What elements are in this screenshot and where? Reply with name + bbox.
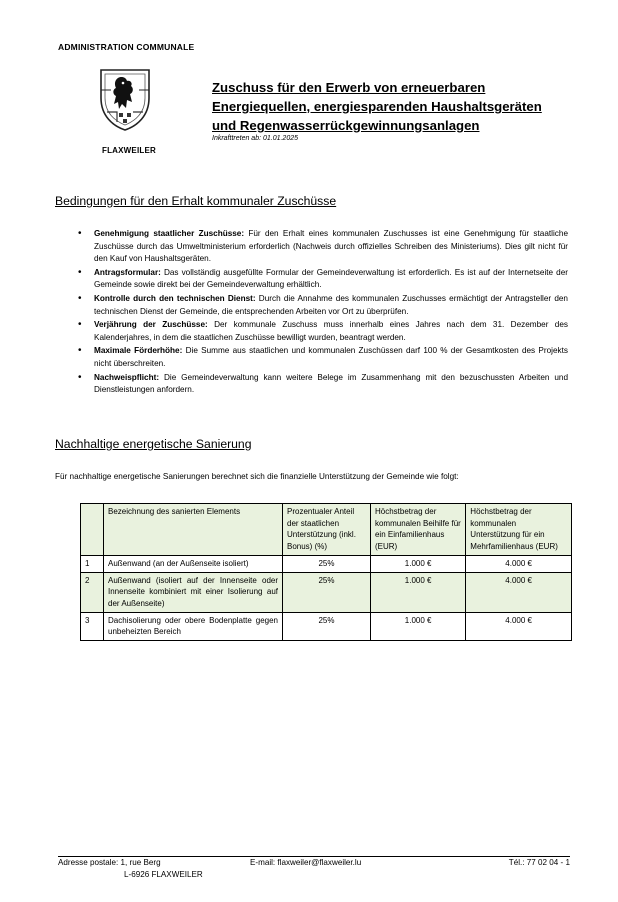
- item-term: Kontrolle durch den technischen Dienst:: [94, 293, 256, 303]
- town-name: FLAXWEILER: [102, 146, 156, 155]
- row-number: 3: [81, 612, 104, 640]
- title-line: und Regenwasserrückgewinnungsanlagen: [212, 118, 480, 133]
- intro-text: Für nachhaltige energetische Sanierungen berechnet sich die finanzielle Unterstützung der Gemeinde wie folgt:: [55, 472, 459, 481]
- element-cell: Außenwand (an der Außenseite isoliert): [104, 555, 283, 572]
- list-item: [78, 319, 568, 344]
- footer-city: L-6926 FLAXWEILER: [124, 870, 203, 879]
- title-line: Energiequellen, energiesparenden Haushaltsgeräten: [212, 99, 542, 114]
- item-term: Antragsformular:: [94, 267, 161, 277]
- header-cell: Höchstbetrag der kommunalen Beihilfe für ein Einfamilienhaus (EUR): [370, 504, 465, 556]
- coat-of-arms-icon: [97, 64, 153, 132]
- item-text: Die Summe aus staatlichen und kommunalen Zuschüssen darf 100 % der Gesamtkosten des Projekts nicht überschreiten.: [94, 346, 568, 368]
- row-number: 2: [81, 572, 104, 612]
- item-text: Die Gemeindeverwaltung kann weitere Belege im Zusammenhang mit den bezuschussten Arbeiten und Dienstleistungen anfordern.: [94, 372, 568, 395]
- single-family-cell: 1.000 €: [370, 572, 465, 612]
- section-heading-conditions: Bedingungen für den Erhalt kommunaler Zuschüsse: [55, 194, 337, 208]
- header-cell: Prozentualer Anteil der staatlichen Unterstützung (inkl. Bonus) (%): [283, 504, 371, 556]
- title-line: Zuschuss für den Erwerb von erneuerbaren: [212, 80, 486, 95]
- item-text: Durch die Annahme des kommunalen Zuschusses ermächtigt der Antragsteller den technischen Dienst der Gemeinde, die entsprechenden Arbeiten vor Ort zu überprüfen.: [94, 293, 568, 316]
- footer-address: Adresse postale: 1, rue Berg: [58, 858, 161, 867]
- item-text: Das vollständig ausgefüllte Formular der Gemeindeverwaltung ist erforderlich. Es ist auf der Internetseite der Gemeinde sowie direkt bei der Gemeindeverwaltung erhältlich.: [94, 267, 568, 290]
- single-family-cell: 1.000 €: [370, 555, 465, 572]
- list-item: [78, 293, 568, 318]
- item-text: Für den Erhalt eines kommunalen Zuschusses ist eine Genehmigung für staatliche Zuschüsse durch das Umweltministerium erforderlich (Nachweis durch offizielles Schreiben des Ministeriums). Dies gilt nicht für den Kauf von Haushaltsgeräten.: [94, 229, 568, 264]
- row-number: 1: [81, 555, 104, 572]
- item-term: Verjährung der Zuschüsse:: [94, 320, 208, 330]
- item-term: Maximale Förderhöhe:: [94, 346, 183, 356]
- list-item: [78, 228, 568, 266]
- footer-divider: [58, 856, 570, 857]
- multi-family-cell: 4.000 €: [466, 612, 572, 640]
- table-row: [81, 555, 572, 572]
- item-term: Nachweispflicht:: [94, 372, 160, 382]
- section-heading-renovation: Nachhaltige energetische Sanierung: [55, 437, 252, 451]
- element-cell: Außenwand (isoliert auf der Innenseite oder Innenseite kombiniert mit einer Isolierung auf der Außenseite): [104, 572, 283, 612]
- header-cell: [81, 504, 104, 556]
- table-row: [81, 572, 572, 612]
- item-term: Genehmigung staatlicher Zuschüsse:: [94, 229, 245, 238]
- list-item: [78, 372, 568, 397]
- percent-cell: 25%: [283, 555, 371, 572]
- percent-cell: 25%: [283, 612, 371, 640]
- multi-family-cell: 4.000 €: [466, 555, 572, 572]
- header-cell: Bezeichnung des sanierten Elements: [104, 504, 283, 556]
- element-cell: Dachisolierung oder obere Bodenplatte gegen unbeheizten Bereich: [104, 612, 283, 640]
- footer-phone: Tél.: 77 02 04 - 1: [508, 858, 570, 867]
- list-item: [78, 345, 568, 370]
- table-header-row: [81, 504, 572, 556]
- subsidy-table: [80, 503, 572, 641]
- administration-label: ADMINISTRATION COMMUNALE: [58, 42, 195, 52]
- table-row: [81, 612, 572, 640]
- percent-cell: 25%: [283, 572, 371, 612]
- single-family-cell: 1.000 €: [370, 612, 465, 640]
- document-title: [212, 78, 582, 135]
- header-cell: Höchstbetrag der kommunalen Unterstützung für ein Mehrfamilienhaus (EUR): [466, 504, 572, 556]
- list-item: [78, 267, 568, 292]
- footer-email: E-mail: flaxweiler@flaxweiler.lu: [250, 858, 362, 867]
- effective-date: Inkrafttreten ab: 01.01.2025: [212, 135, 299, 142]
- conditions-list: [78, 228, 568, 398]
- item-text: Der kommunale Zuschuss muss innerhalb eines Jahres nach dem 31. Dezember des Kalenderjahres, in dem die staatlichen Zuschüsse bewilligt wurden, beantragt werden.: [94, 320, 568, 342]
- multi-family-cell: 4.000 €: [466, 572, 572, 612]
